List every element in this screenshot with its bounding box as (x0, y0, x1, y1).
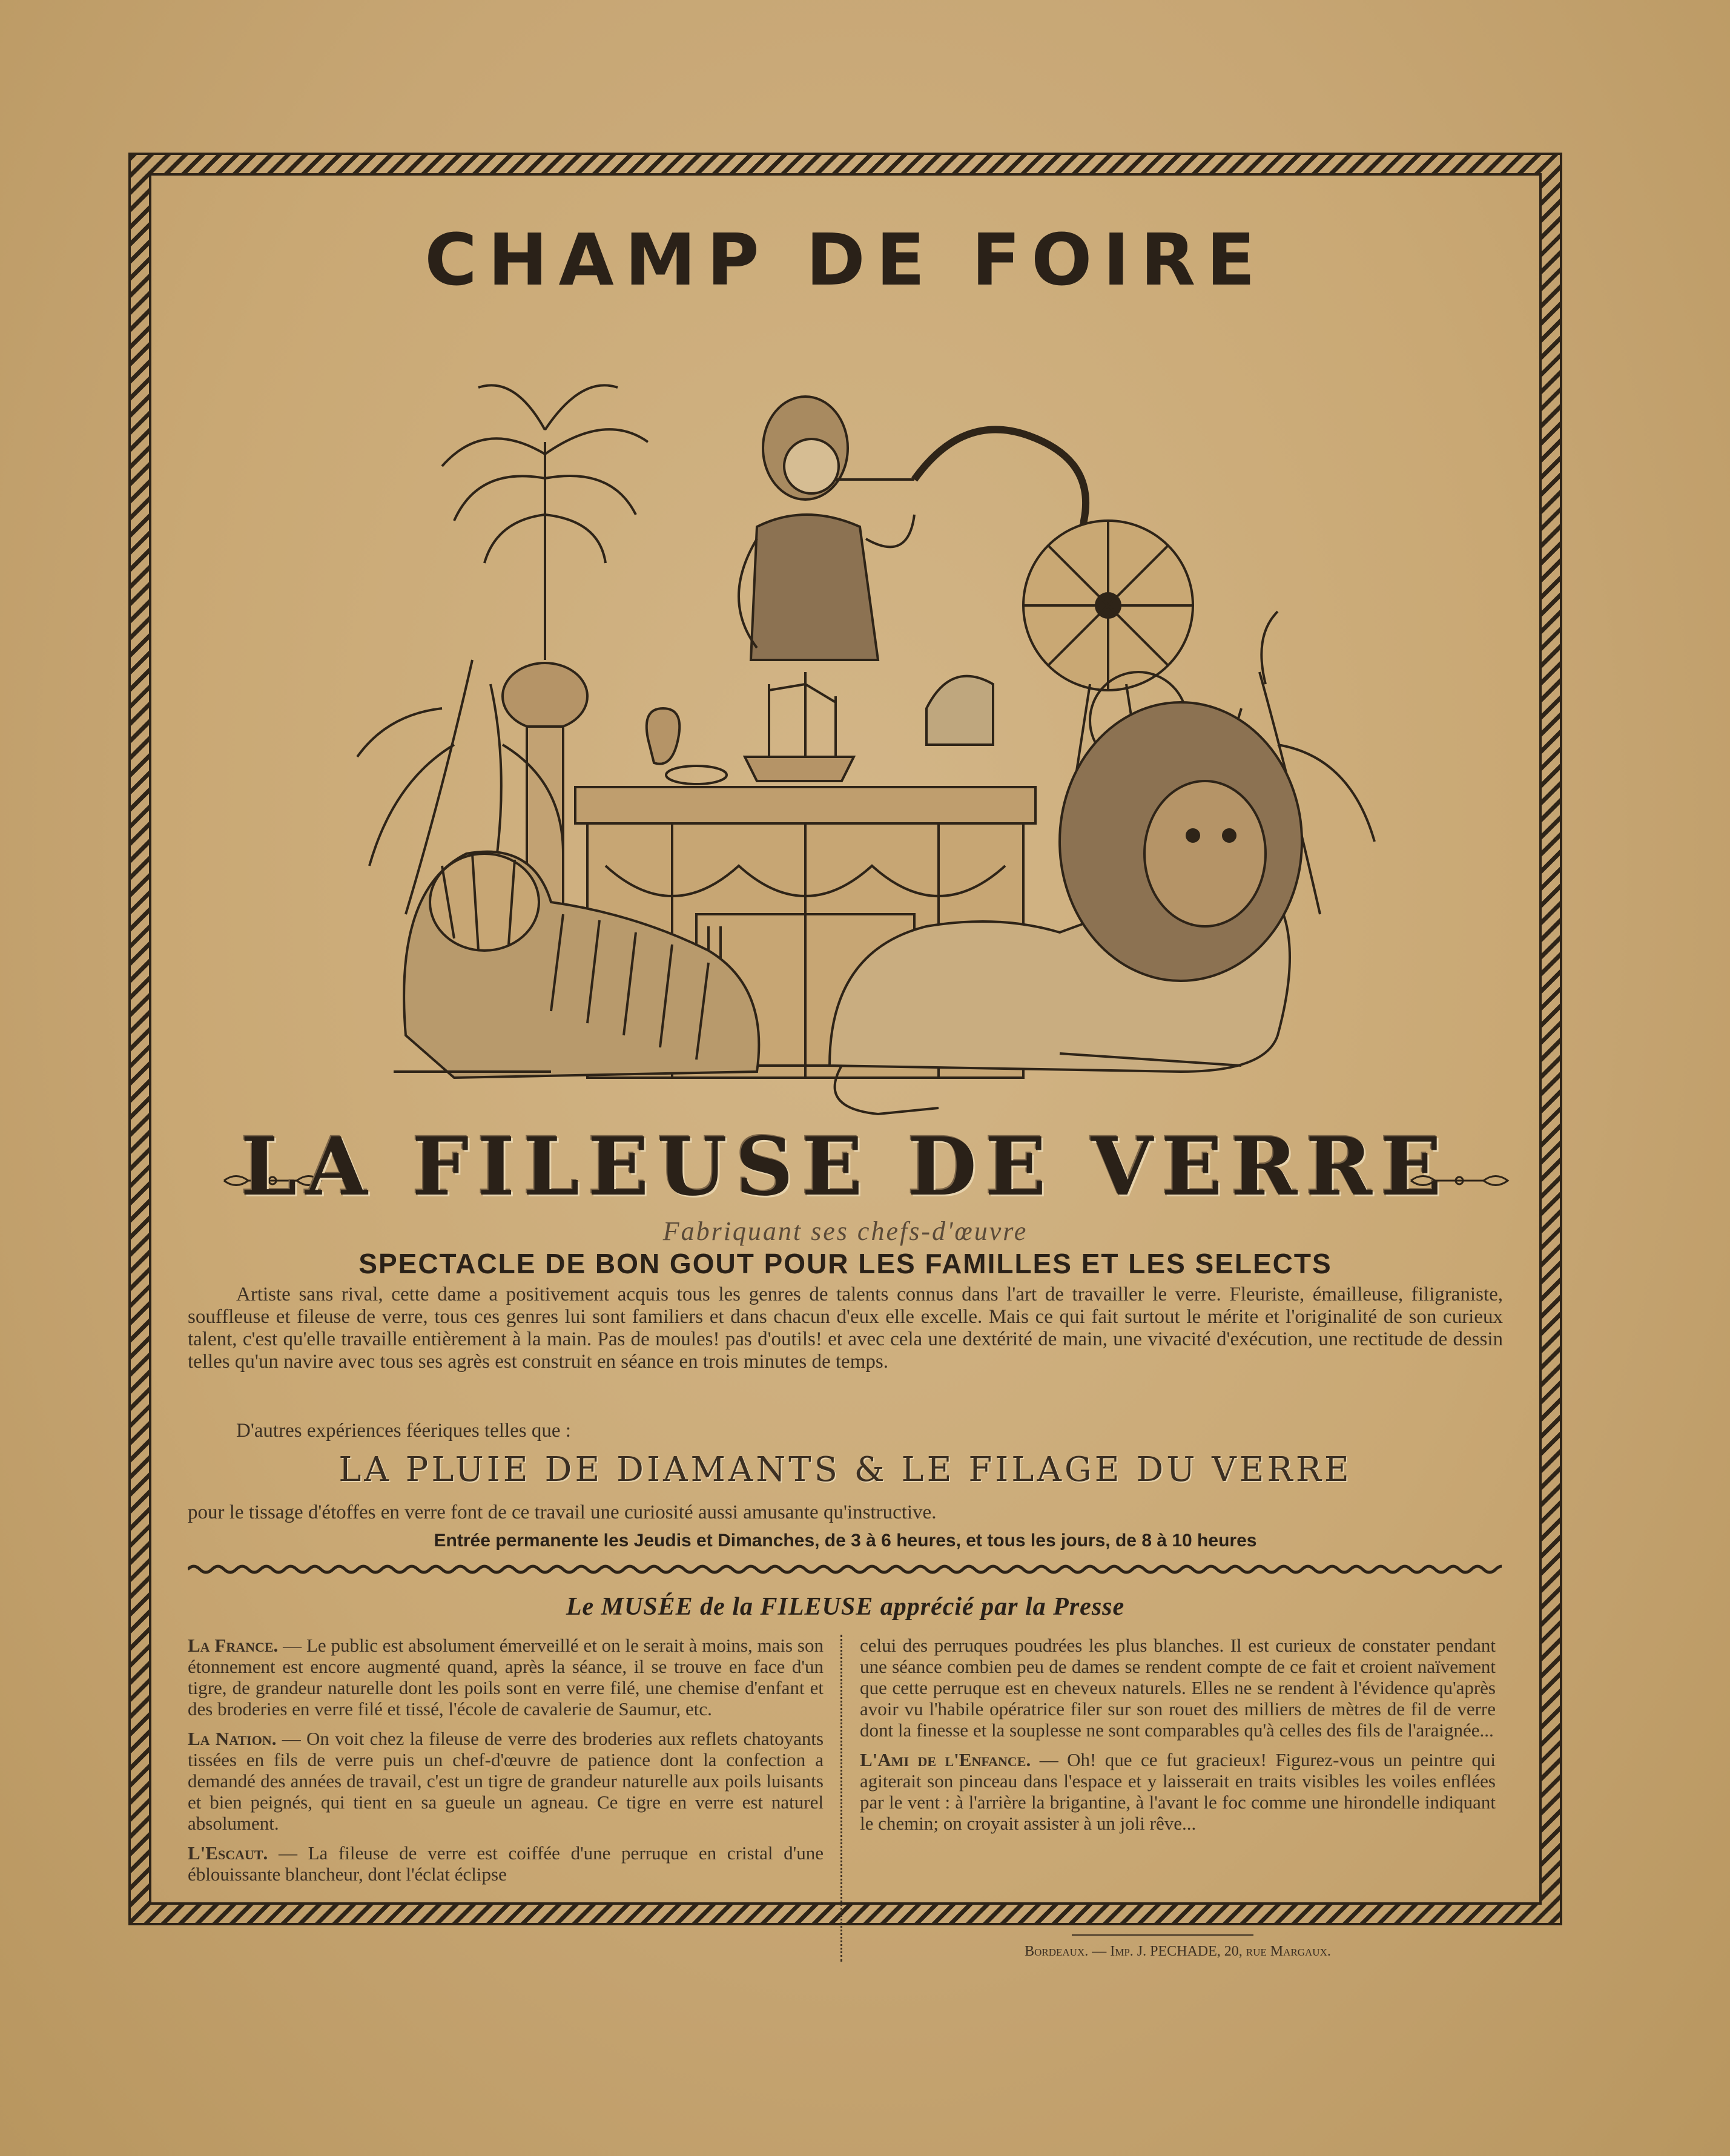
imprint: Bordeaux. — Imp. J. PECHADE, 20, rue Margaux. (1025, 1943, 1331, 1959)
press-column-left (188, 1635, 824, 1893)
press-quote-ami-enfance: L'Ami de l'Enfance. — Oh! que ce fut gracieux! Figurez-vous un peintre qui agiterait son pinceau dans l'espace et y laisserait en traits visibles les voiles enflées par le vent : à l'arrière la brigantine, à l'avant le foc comme une hirondelle indiquant le chemin; on croyait assister à un joli rêve... (860, 1749, 1496, 1834)
dish-icon (666, 766, 727, 784)
entry-hours: Entrée permanente les Jeudis et Dimanches, de 3 à 6 heures, et tous les jours, de 8 à 10 heures (434, 1531, 1257, 1551)
striped-border (128, 153, 1562, 1959)
press-column-right (860, 1635, 1496, 1842)
imprint-rule (1072, 1934, 1253, 1936)
subtitle: Fabriquant ses chefs-d'œuvre (662, 1216, 1028, 1246)
press-quote-continuation: celui des perruques poudrées les plus blanches. Il est curieux de constater pendant une séance combien peu de dames se rendent compte de ce fait et croient naïvement que cette perruque est en cheveux naturels. Elles ne se rendent à l'évidence qu'après avoir vu l'habile opératrice filer sur son rouet des milliers de mètres de fil de verre dont la finesse et la souplesse ne sont comparables qu'à celles des fils de l'araignée... (860, 1635, 1496, 1741)
jug-icon (647, 708, 679, 764)
press-quote-la-france: La France. — Le public est absolument émerveillé et on le serait à moins, mais son étonnement est encore augmenté quand, après la séance, il se trouve en face d'un tigre, de grandeur naturelle dont les poils sont en verre filé, une chemise d'enfant et des broderies en verre filé et tissé, l'école de cavalerie de Saumur, etc. (188, 1635, 824, 1719)
wavy-divider (188, 1563, 1502, 1575)
press-quote-la-nation: La Nation. — On voit chez la fileuse de verre des broderies aux reflets chatoyants tissées en fils de verre puis un chef-d'œuvre de patience dont la confection a demandé des années de travail, c'est un tigre de grandeur naturelle aux poils luisants et bien peignés, qui tient en sa gueule un agneau. Ce tigre en verre est naturel absolument. (188, 1728, 824, 1834)
intro-paragraph: Artiste sans rival, cette dame a positivement acquis tous les genres de talents connus dans l'art de travailler le verre. Fleuriste, émailleuse, filigraniste, souffleuse et fileuse de verre, tous ces genres lui sont familiers et dans chacun d'eux elle excelle. Mais ce qui fait surtout le mérite et l'originalité de son curieux talent, c'est qu'elle travaille entièrement à la main. Pas de moules! pas d'outils! et avec cela une dextérité de main, une vivacité d'exécution, une rectitude de dessin telles qu'un navire avec tous ses agrès est construit en séance en trois minutes de temps. (188, 1284, 1503, 1373)
engraving-illustration (333, 321, 1399, 1126)
main-title: LA FILEUSE DE VERRE (240, 1120, 1450, 1214)
page-title: CHAMP DE FOIRE (424, 218, 1266, 302)
press-heading: Le MUSÉE de la FILEUSE apprécié par la Presse (566, 1593, 1125, 1621)
glass-dome-icon (926, 676, 993, 745)
right-ornament-icon (1405, 1169, 1514, 1193)
poster-body (149, 173, 1542, 1959)
feature-title: LA PLUIE DE DIAMANTS & LE FILAGE DU VERRE (338, 1450, 1352, 1489)
experiences-intro: D'autres expériences féeriques telles que : (236, 1420, 571, 1442)
column-divider (840, 1635, 842, 1962)
ship-model-icon (745, 672, 854, 781)
tagline: SPECTACLE DE BON GOUT POUR LES FAMILLES ET LES SELECTS (358, 1248, 1332, 1279)
after-feature-text: pour le tissage d'étoffes en verre font de ce travail une curiosité aussi amusante qu'instructive. (188, 1502, 937, 1523)
press-quote-l-escaut: L'Escaut. — La fileuse de verre est coiffée d'une perruque en cristal d'une éblouissante blancheur, dont l'éclat éclipse (188, 1842, 824, 1885)
